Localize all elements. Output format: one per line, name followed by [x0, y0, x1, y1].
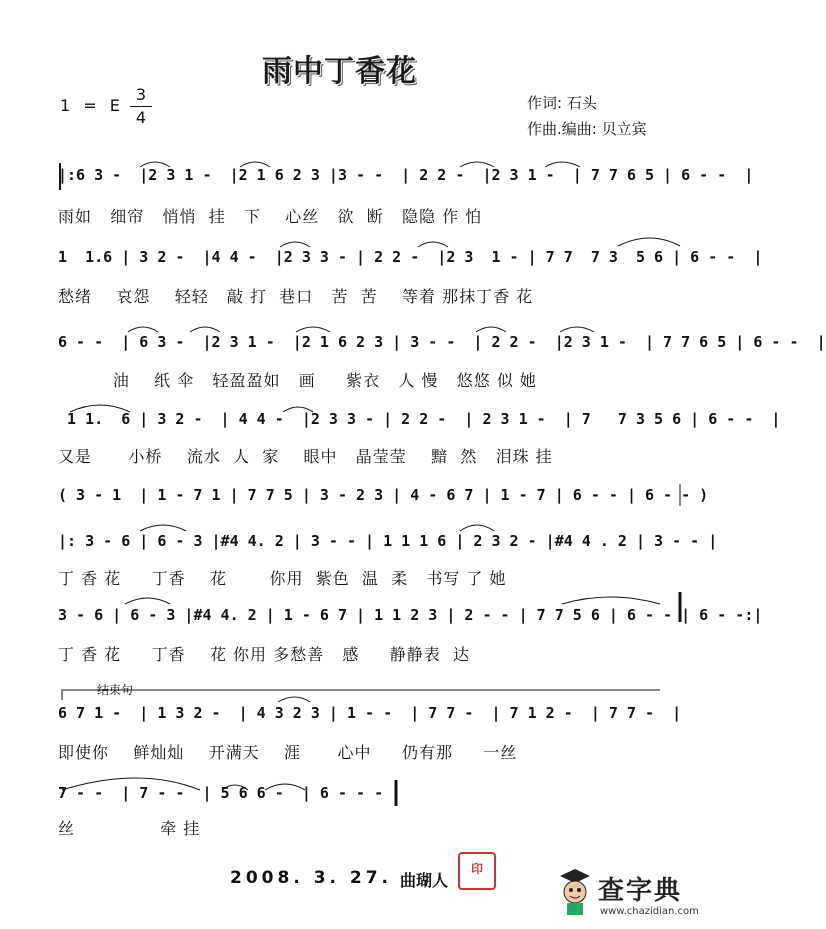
notation-row-9: 7 - - | 7 - - | 5 6 6 - | 6 - - - |	[58, 784, 402, 802]
interlude-row: ( 3 - 1 | 1 - 7 1 | 7 7 5 | 3 - 2 3 | 4 - 6 7 | 1 - 7 | 6 - - | 6 - - )	[58, 486, 709, 504]
notation-row-1: |:6 3 - |2 3 1 - |2 1 6 2 3 |3 - - | 2 2 - |2 3 1 - | 7 7 6 5 | 6 - - |	[58, 166, 754, 184]
notation-row-3: 6 - - | 6 3 - |2 3 1 - |2 1 6 2 3 | 3 - - | 2 2 - |2 3 1 - | 7 7 6 5 | 6 - - |	[58, 333, 826, 351]
notation-row-4: 1 1. 6 | 3 2 - | 4 4 - |2 3 3 - | 2 2 - | 2 3 1 - | 7 7 3 5 6 | 6 - - |	[58, 410, 781, 428]
time-denominator: 4	[130, 106, 152, 129]
ending-label: 结束句	[97, 683, 134, 697]
watermark-url: www.chazidian.com	[600, 906, 699, 917]
lyrics-row-8: 即使你 鲜灿灿 开满天 涯 心中 仍有那 一丝	[58, 743, 518, 762]
author-signature: 曲瑚人	[400, 871, 449, 890]
lyrics-row-7: 丁 香 花 丁香 花 你用 多愁善 感 静静表 达	[58, 645, 470, 664]
notation-row-8: 6 7 1 - | 1 3 2 - | 4 3 2 3 | 1 - - | 7 7 - | 7 1 2 - | 7 7 - |	[58, 704, 682, 722]
song-title: 雨中丁香花	[262, 54, 417, 89]
composer-credit: 作曲.编曲: 贝立宾	[527, 120, 647, 138]
notation-row-6: |: 3 - 6 | 6 - 3 |#4 4. 2 | 3 - - | 1 1 1 6 | 2 3 2 - |#4 4 . 2 | 3 - - |	[58, 532, 718, 550]
lyrics-row-2: 愁绪 哀怨 轻轻 敲 打 巷口 苦 苦 等着 那抹丁香 花	[58, 287, 534, 306]
seal-stamp-icon: 印	[458, 852, 496, 890]
key-signature: 1 = E	[60, 96, 124, 115]
mascot-logo-icon	[556, 866, 594, 916]
lyrics-row-3: 油 纸 伞 轻盈盈如 画 紫衣 人 慢 悠悠 似 她	[58, 371, 537, 390]
notation-row-7: 3 - 6 | 6 - 3 |#4 4. 2 | 1 - 6 7 | 1 1 2 3 | 2 - - | 7 7 5 6 | 6 - - | 6 - -:|	[58, 606, 763, 624]
watermark-logo: 查字典	[598, 876, 683, 906]
lyrics-row-6: 丁 香 花 丁香 花 你用 紫色 温 柔 书写 了 她	[58, 569, 507, 588]
composition-date: 2008. 3. 27.	[230, 868, 393, 888]
lyrics-row-4: 又是 小桥 流水 人 家 眼中 晶莹莹 黯 然 泪珠 挂	[58, 447, 553, 466]
notation-row-2: 1 1.6 | 3 2 - |4 4 - |2 3 3 - | 2 2 - |2 3 1 - | 7 7 7 3 5 6 | 6 - - |	[58, 248, 763, 266]
time-signature	[130, 84, 152, 129]
time-numerator: 3	[135, 85, 147, 104]
lyricist-credit: 作词: 石头	[527, 94, 597, 112]
lyrics-row-9: 丝 牵 挂	[58, 819, 201, 838]
lyrics-row-1: 雨如 细帘 悄悄 挂 下 心丝 欲 断 隐隐 作 怕	[58, 207, 483, 226]
